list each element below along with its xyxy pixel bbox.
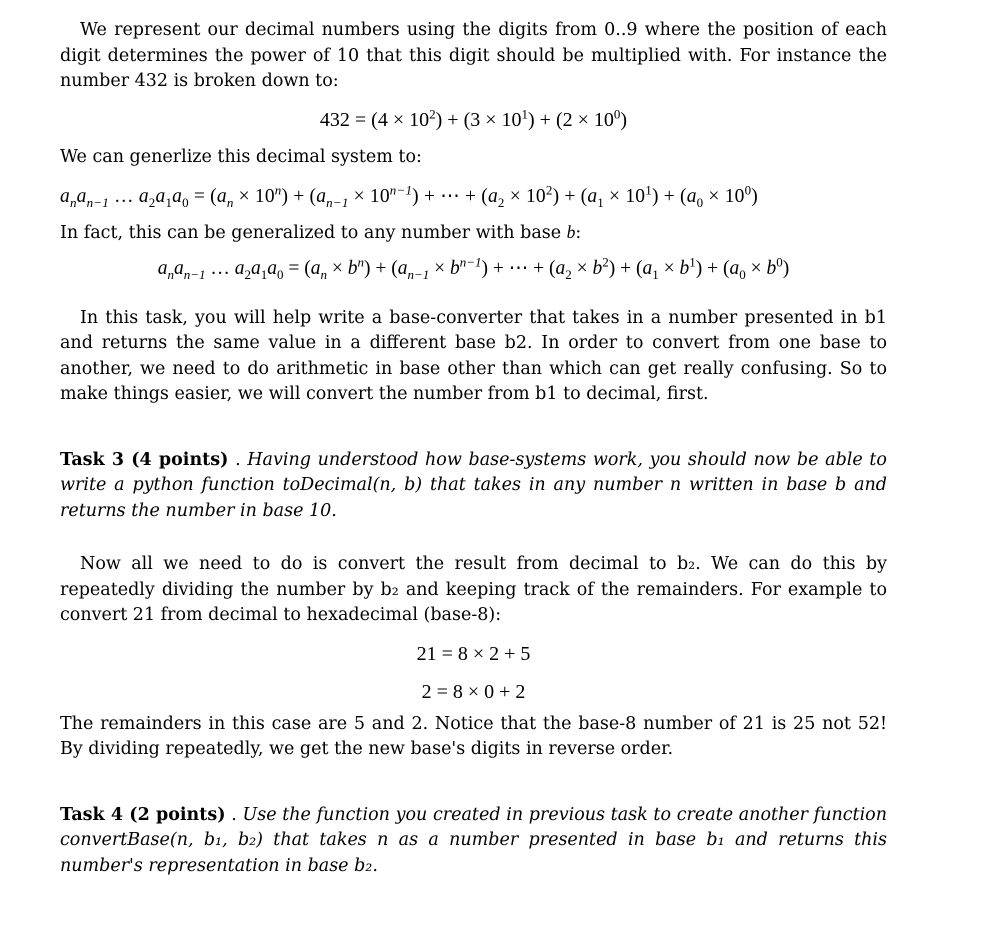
equation-division-2: 2 = 8 × 0 + 2 [421,681,526,703]
task-4: Task 4 (2 points) . Use the function you created in previous task to create another function convertBase(n, b₁, b₂) that takes n as a number presented in base b₁ and returns this number's representation in base b₂. [60,804,887,876]
any-base-paragraph: In fact, this can be generalized to any number with base b: [60,221,582,243]
converter-paragraph: In this task, you will help write a base-converter that takes in a number presented in b1 and returns the same value in a different base b2. In order to convert from one base to another, we need to do arithmetic in base other than which can get really confusing. So to make things easier, we will convert the number from b1 to decimal, first. [60,307,887,404]
generalize-paragraph: We can generlize this decimal system to: [60,146,422,167]
document-page [60,18,887,879]
task-4-body: Use the function you created in previous task to create another function convertBase(n, b₁, b₂) that takes n as a number presented in base b₁ and returns this number's representation in base b₂. [60,804,887,876]
remainders-paragraph: The remainders in this case are 5 and 2. Notice that the base-8 number of 21 is 25 not 52! By dividing repeatedly, we get the new base's digits in reverse order. [60,713,887,759]
task-3-title: Task 3 (4 points) [60,449,229,470]
decimal-to-b2-paragraph: Now all we need to do is convert the result from decimal to b₂. We can do this by repeatedly dividing the number by b₂ and keeping track of the remainders. For example to convert 21 from decimal to hexadecimal (base-8): [60,554,887,625]
task-3-body: Having understood how base-systems work, you should now be able to write a python function toDecimal(n, b) that takes in any number n written in base b and returns the number in base 10. [60,449,887,521]
equation-432: $432 = (4 \times 10^2) + (3 \times 10^1) + (2 \times 10^0)$ [319,105,628,131]
task-4-title: Task 4 (2 points) [60,804,226,825]
intro-paragraph: We represent our decimal numbers using the digits from 0..9 where the position of each digit determines the power of 10 that this digit should be multiplied with. For instance the number 432 is broken down to: [60,20,887,91]
equation-division-1: 21 = 8 × 2 + 5 [416,642,531,665]
equation-base-general: $a_na_{n-1}$ … $a_2a_1a_0 = (a_n \times b^n) + (a_{n-1} \times b^{n-1})$ + ⋯ + $(a_2 \times b^2) + (a_1 \times b^1) + (a_0 \times b^0)$ [157,254,790,282]
task-3: Task 3 (4 points) . Having understood how base-systems work, you should now be able to write a python function toDecimal(n, b) that takes in any number n written in base b and returns the number in base 10. [60,449,887,521]
equation-decimal-general: $a_na_{n-1}$ … $a_2a_1a_0 = (a_n \times 10^n) + (a_{n-1} \times 10^{n-1})$ + ⋯ + $(a_2 \times 10^2) + (a_1 \times 10^1) + (a_0 \times 10^0)$ [60,182,758,210]
